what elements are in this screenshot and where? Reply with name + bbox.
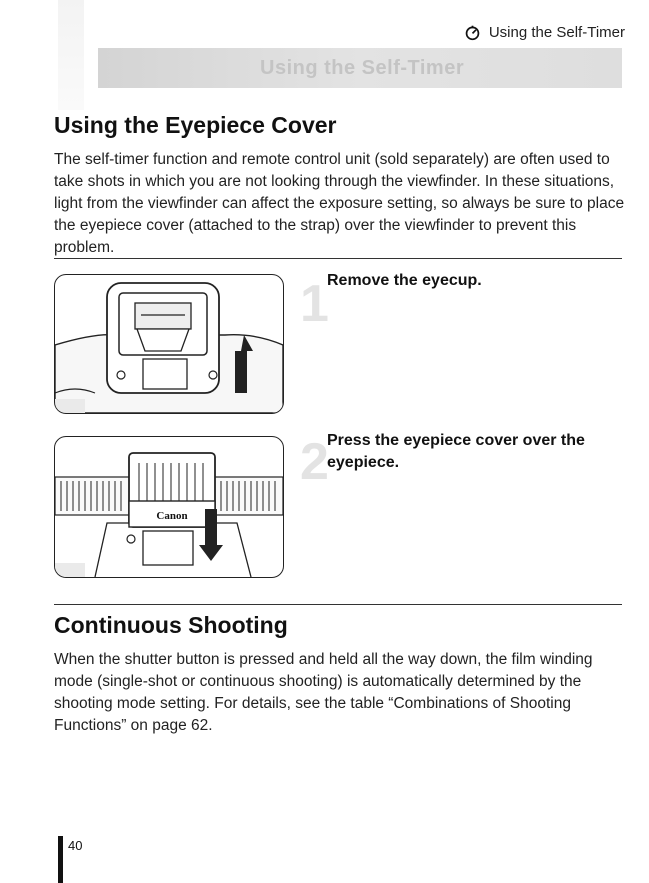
step-text-2: Press the eyepiece cover over the eyepiece. <box>327 432 585 471</box>
page-marker-bar <box>58 836 63 883</box>
section-body-continuous-shooting: When the shutter button is pressed and held all the way down, the film winding mode (single-shot or continuous shooting) is automatically determined by the shooting mode setting. For details, see the table “Combinations of Shooting Functions” on page 62. <box>54 651 593 734</box>
banner-ghost-title: Using the Self-Timer <box>260 57 465 79</box>
step-text-1: Remove the eyecup. <box>327 272 482 289</box>
section-title-eyepiece-cover: Using the Eyepiece Cover <box>54 112 337 138</box>
section-body-eyepiece-cover: The self-timer function and remote control unit (sold separately) are often used to take shots in which you are not looking through the viewfinder. In these situations, light from the viewfinder can affect the exposure setting, so always be sure to place the eyepiece cover (attached to the strap) over the viewfinder to prevent this problem. <box>54 151 625 256</box>
illustration-press-eyepiece-cover <box>54 436 284 578</box>
running-head <box>464 24 625 41</box>
self-timer-icon <box>464 24 481 41</box>
running-head-text: Using the Self-Timer <box>488 24 625 41</box>
section-divider <box>54 604 622 605</box>
section-title-continuous-shooting: Continuous Shooting <box>54 612 288 638</box>
page-number: 40 <box>68 838 83 853</box>
section-divider <box>54 258 622 259</box>
illustration-remove-eyecup <box>54 274 284 414</box>
left-margin-shade <box>58 0 84 110</box>
step-number-1: 1 <box>300 275 329 333</box>
canon-logo-text: Canon <box>156 510 188 522</box>
step-number-2: 2 <box>300 433 329 491</box>
